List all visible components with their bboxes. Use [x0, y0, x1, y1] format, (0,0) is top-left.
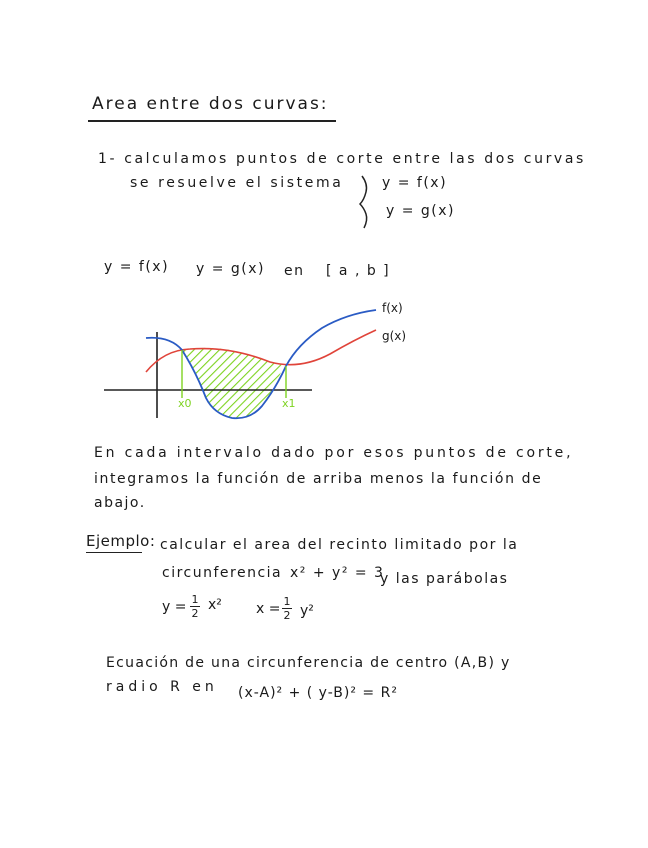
parabola1-num: 1	[191, 593, 199, 606]
parabola2-num: 1	[283, 595, 291, 608]
step1-line1: 1- calculamos puntos de corte entre las dos curvas	[98, 151, 586, 167]
step1-line2: se resuelve el sistema	[130, 175, 344, 191]
shaded-area	[182, 348, 286, 418]
parabola2-lhs: x =	[256, 601, 281, 617]
example-line2b: y las parábolas	[380, 571, 509, 587]
paragraph-line2: integramos la función de arriba menos la función de	[94, 471, 543, 487]
interval-en: en	[284, 263, 305, 279]
label-x1: x1	[282, 397, 296, 410]
paragraph-line1: En cada intervalo dado por esos puntos de corte,	[94, 445, 574, 461]
interval: [ a , b ]	[326, 263, 391, 279]
parabola2-den: 2	[283, 609, 291, 623]
page-title: Area entre dos curvas:	[92, 94, 329, 114]
parabola1-fraction	[190, 594, 200, 619]
parabola1-var: x²	[208, 597, 222, 613]
equation-formula: (x-A)² + ( y-B)² = R²	[238, 685, 398, 701]
parabola1-den: 2	[191, 607, 199, 621]
equation-line2a: radio R en	[106, 679, 218, 695]
parabola2-var: y²	[300, 603, 314, 619]
label-x0: x0	[178, 397, 192, 410]
function-f: y = f(x)	[104, 259, 170, 275]
circle-equation: x² + y² = 3	[290, 565, 385, 581]
label-g: g(x)	[382, 329, 407, 343]
paragraph-line3: abajo.	[94, 495, 146, 511]
system-eq1: y = f(x)	[382, 175, 448, 191]
label-f: f(x)	[382, 301, 403, 315]
function-g: y = g(x)	[196, 261, 266, 277]
equation-line1: Ecuación de una circunferencia de centro (A,B) y	[106, 655, 511, 671]
parabola1-lhs: y =	[162, 599, 187, 615]
example-underline	[86, 552, 142, 553]
example-line2a: circunferencia	[162, 565, 283, 581]
example-label: Ejemplo:	[86, 532, 156, 550]
example-line1: calcular el area del recinto limitado por la	[160, 537, 519, 553]
system-eq2: y = g(x)	[386, 203, 456, 219]
parabola2-fraction	[282, 596, 292, 621]
